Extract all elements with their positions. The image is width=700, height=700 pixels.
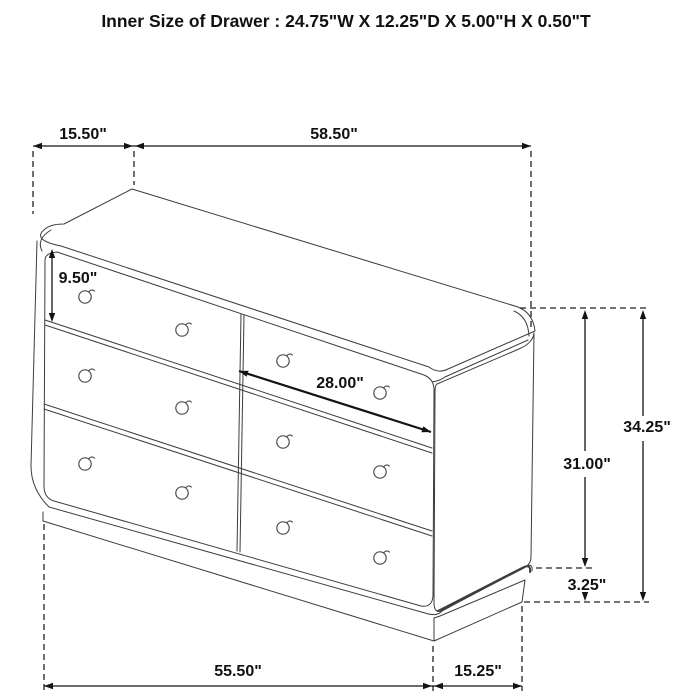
diagram-title: Inner Size of Drawer : 24.75"W X 12.25"D X 5.00"H X 0.50"T: [101, 11, 591, 31]
dim-label-drawer-opening-width: 28.00": [316, 375, 364, 392]
dim-label-case-height: 31.00": [563, 456, 611, 473]
dim-label-top-width: 58.50": [310, 126, 358, 143]
dim-label-base-height: 3.25": [567, 577, 607, 594]
dim-label-base-front-width: 55.50": [214, 663, 262, 680]
dim-label-drawer-front-height: 9.50": [58, 270, 98, 287]
dim-label-top-depth: 15.50": [59, 126, 107, 143]
dim-label-base-side-depth: 15.25": [454, 663, 502, 680]
dim-label-overall-height: 34.25": [623, 419, 671, 436]
dresser-drawing: [31, 189, 535, 641]
